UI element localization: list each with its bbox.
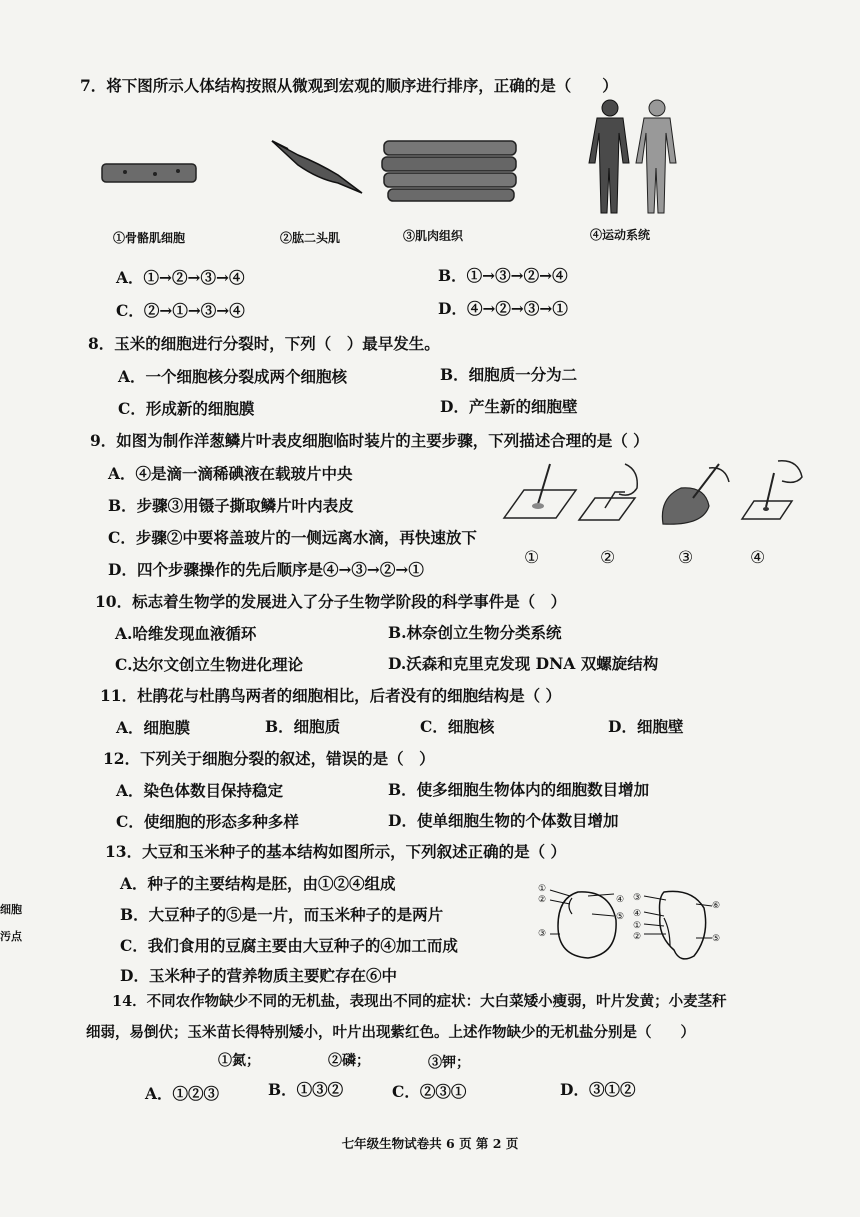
q11-option-d[interactable]: D．细胞壁 bbox=[608, 717, 684, 736]
corn-label-6: ⑥ bbox=[712, 901, 721, 911]
q14-stem-line1: 14．不同农作物缺少不同的无机盐，表现出不同的症状：大白菜矮小瘦弱，叶片发黄；小麦茎秆 bbox=[112, 993, 727, 1010]
q10-option-c[interactable]: C.达尔文创立生物进化理论 bbox=[115, 655, 303, 674]
bean-label-2: ② bbox=[538, 895, 547, 905]
q11-option-b[interactable]: B．细胞质 bbox=[265, 717, 341, 736]
muscle-tissue-figure bbox=[380, 135, 520, 205]
biceps-muscle-figure bbox=[268, 135, 368, 200]
skeletal-muscle-cell-figure bbox=[100, 158, 200, 188]
q7-caption-4: ④运动系统 bbox=[590, 228, 651, 242]
q10-option-a[interactable]: A.哈维发现血液循环 bbox=[115, 624, 257, 643]
corn-label-5: ⑤ bbox=[712, 934, 721, 944]
q14-salt-phosphorus: ②磷； bbox=[328, 1053, 370, 1069]
q10-option-d[interactable]: D.沃森和克里克发现 DNA 双螺旋结构 bbox=[388, 654, 659, 673]
q11-option-a[interactable]: A．细胞膜 bbox=[116, 718, 191, 737]
q9-figure-label-3: ③ bbox=[678, 548, 694, 568]
q7-stem: 7．将下图所示人体结构按照从微观到宏观的顺序进行排序，正确的是（ ） bbox=[80, 76, 618, 95]
q8-option-c[interactable]: C．形成新的细胞膜 bbox=[118, 399, 255, 418]
corn-label-4: ④ bbox=[633, 909, 642, 919]
q14-salt-potassium: ③钾； bbox=[428, 1055, 470, 1071]
slide-step-3-figure bbox=[655, 458, 735, 533]
q14-option-b[interactable]: B．①③② bbox=[268, 1080, 344, 1099]
q12-option-c[interactable]: C．使细胞的形态多种多样 bbox=[116, 812, 299, 831]
q9-option-a[interactable]: A．④是滴一滴稀碘液在载玻片中央 bbox=[108, 464, 353, 483]
q9-figure-label-1: ① bbox=[524, 548, 540, 568]
q7-caption-3: ③肌肉组织 bbox=[403, 229, 464, 243]
q13-option-a[interactable]: A．种子的主要结构是胚，由①②④组成 bbox=[120, 874, 396, 893]
q12-option-b[interactable]: B．使多细胞生物体内的细胞数目增加 bbox=[388, 780, 650, 799]
motor-system-figure bbox=[585, 98, 685, 216]
q10-option-b[interactable]: B.林奈创立生物分类系统 bbox=[388, 623, 562, 642]
q9-figure-label-2: ② bbox=[600, 548, 616, 568]
margin-note-1: 细胞 bbox=[0, 903, 22, 916]
corn-seed-figure bbox=[640, 886, 715, 966]
q14-salt-nitrogen: ①氮； bbox=[218, 1053, 260, 1069]
q7-option-b[interactable]: B．①→③→②→④ bbox=[438, 266, 568, 285]
slide-step-4-figure bbox=[738, 455, 818, 530]
bean-label-4: ④ bbox=[616, 895, 625, 905]
q7-option-a[interactable]: A．①→②→③→④ bbox=[116, 268, 245, 287]
bean-label-5: ⑤ bbox=[616, 912, 625, 922]
q7-option-c[interactable]: C．②→①→③→④ bbox=[116, 301, 245, 320]
corn-label-1: ① bbox=[633, 921, 642, 931]
q11-option-c[interactable]: C．细胞核 bbox=[420, 717, 495, 736]
q9-option-c[interactable]: C．步骤②中要将盖玻片的一侧远离水滴，再快速放下 bbox=[108, 528, 477, 547]
q14-option-d[interactable]: D．③①② bbox=[560, 1080, 636, 1099]
q12-stem: 12．下列关于细胞分裂的叙述，错误的是（ ） bbox=[103, 749, 435, 768]
bean-label-3: ③ bbox=[538, 929, 547, 939]
q13-option-b[interactable]: B．大豆种子的⑤是一片，而玉米种子的是两片 bbox=[120, 905, 444, 924]
q12-option-a[interactable]: A．染色体数目保持稳定 bbox=[116, 781, 284, 800]
q9-option-d[interactable]: D．四个步骤操作的先后顺序是④→③→②→① bbox=[108, 560, 424, 579]
q14-option-a[interactable]: A．①②③ bbox=[145, 1084, 220, 1103]
q13-option-c[interactable]: C．我们食用的豆腐主要由大豆种子的④加工而成 bbox=[120, 936, 458, 955]
q9-figure-label-4: ④ bbox=[750, 548, 766, 568]
corn-label-2: ② bbox=[633, 932, 642, 942]
q8-stem: 8．玉米的细胞进行分裂时，下列（ ）最早发生。 bbox=[88, 334, 440, 353]
slide-step-1-figure bbox=[500, 460, 580, 530]
q8-option-d[interactable]: D．产生新的细胞壁 bbox=[440, 397, 578, 416]
q10-stem: 10．标志着生物学的发展进入了分子生物学阶段的科学事件是（ ） bbox=[95, 592, 567, 611]
q14-stem-line2: 细弱，易倒伏；玉米苗长得特别矮小，叶片出现紫红色。上述作物缺少的无机盐分别是（ ） bbox=[86, 1024, 695, 1041]
slide-step-2-figure bbox=[575, 458, 655, 533]
corn-label-3: ③ bbox=[633, 893, 642, 903]
q8-option-a[interactable]: A．一个细胞核分裂成两个细胞核 bbox=[118, 367, 348, 386]
q12-option-d[interactable]: D．使单细胞生物的个体数目增加 bbox=[388, 811, 619, 830]
q7-option-d[interactable]: D．④→②→③→① bbox=[438, 299, 568, 318]
q7-caption-1: ①骨骼肌细胞 bbox=[113, 231, 186, 245]
page-footer: 七年级生物试卷共 6 页 第 2 页 bbox=[341, 1136, 519, 1151]
margin-note-2: 汚点 bbox=[0, 930, 22, 943]
q9-stem: 9．如图为制作洋葱鳞片叶表皮细胞临时装片的主要步骤，下列描述合理的是（ ） bbox=[90, 431, 649, 450]
q13-stem: 13．大豆和玉米种子的基本结构如图所示，下列叙述正确的是（ ） bbox=[105, 842, 566, 861]
q9-option-b[interactable]: B．步骤③用镊子撕取鳞片叶内表皮 bbox=[108, 496, 354, 515]
q7-caption-2: ②肱二头肌 bbox=[280, 231, 341, 245]
bean-label-1: ① bbox=[538, 884, 547, 894]
q11-stem: 11．杜鹃花与杜鹃鸟两者的细胞相比，后者没有的细胞结构是（ ） bbox=[100, 686, 561, 705]
q8-option-b[interactable]: B．细胞质一分为二 bbox=[440, 365, 578, 384]
q13-option-d[interactable]: D．玉米种子的营养物质主要贮存在⑥中 bbox=[120, 966, 397, 985]
q14-option-c[interactable]: C．②③① bbox=[392, 1082, 467, 1101]
